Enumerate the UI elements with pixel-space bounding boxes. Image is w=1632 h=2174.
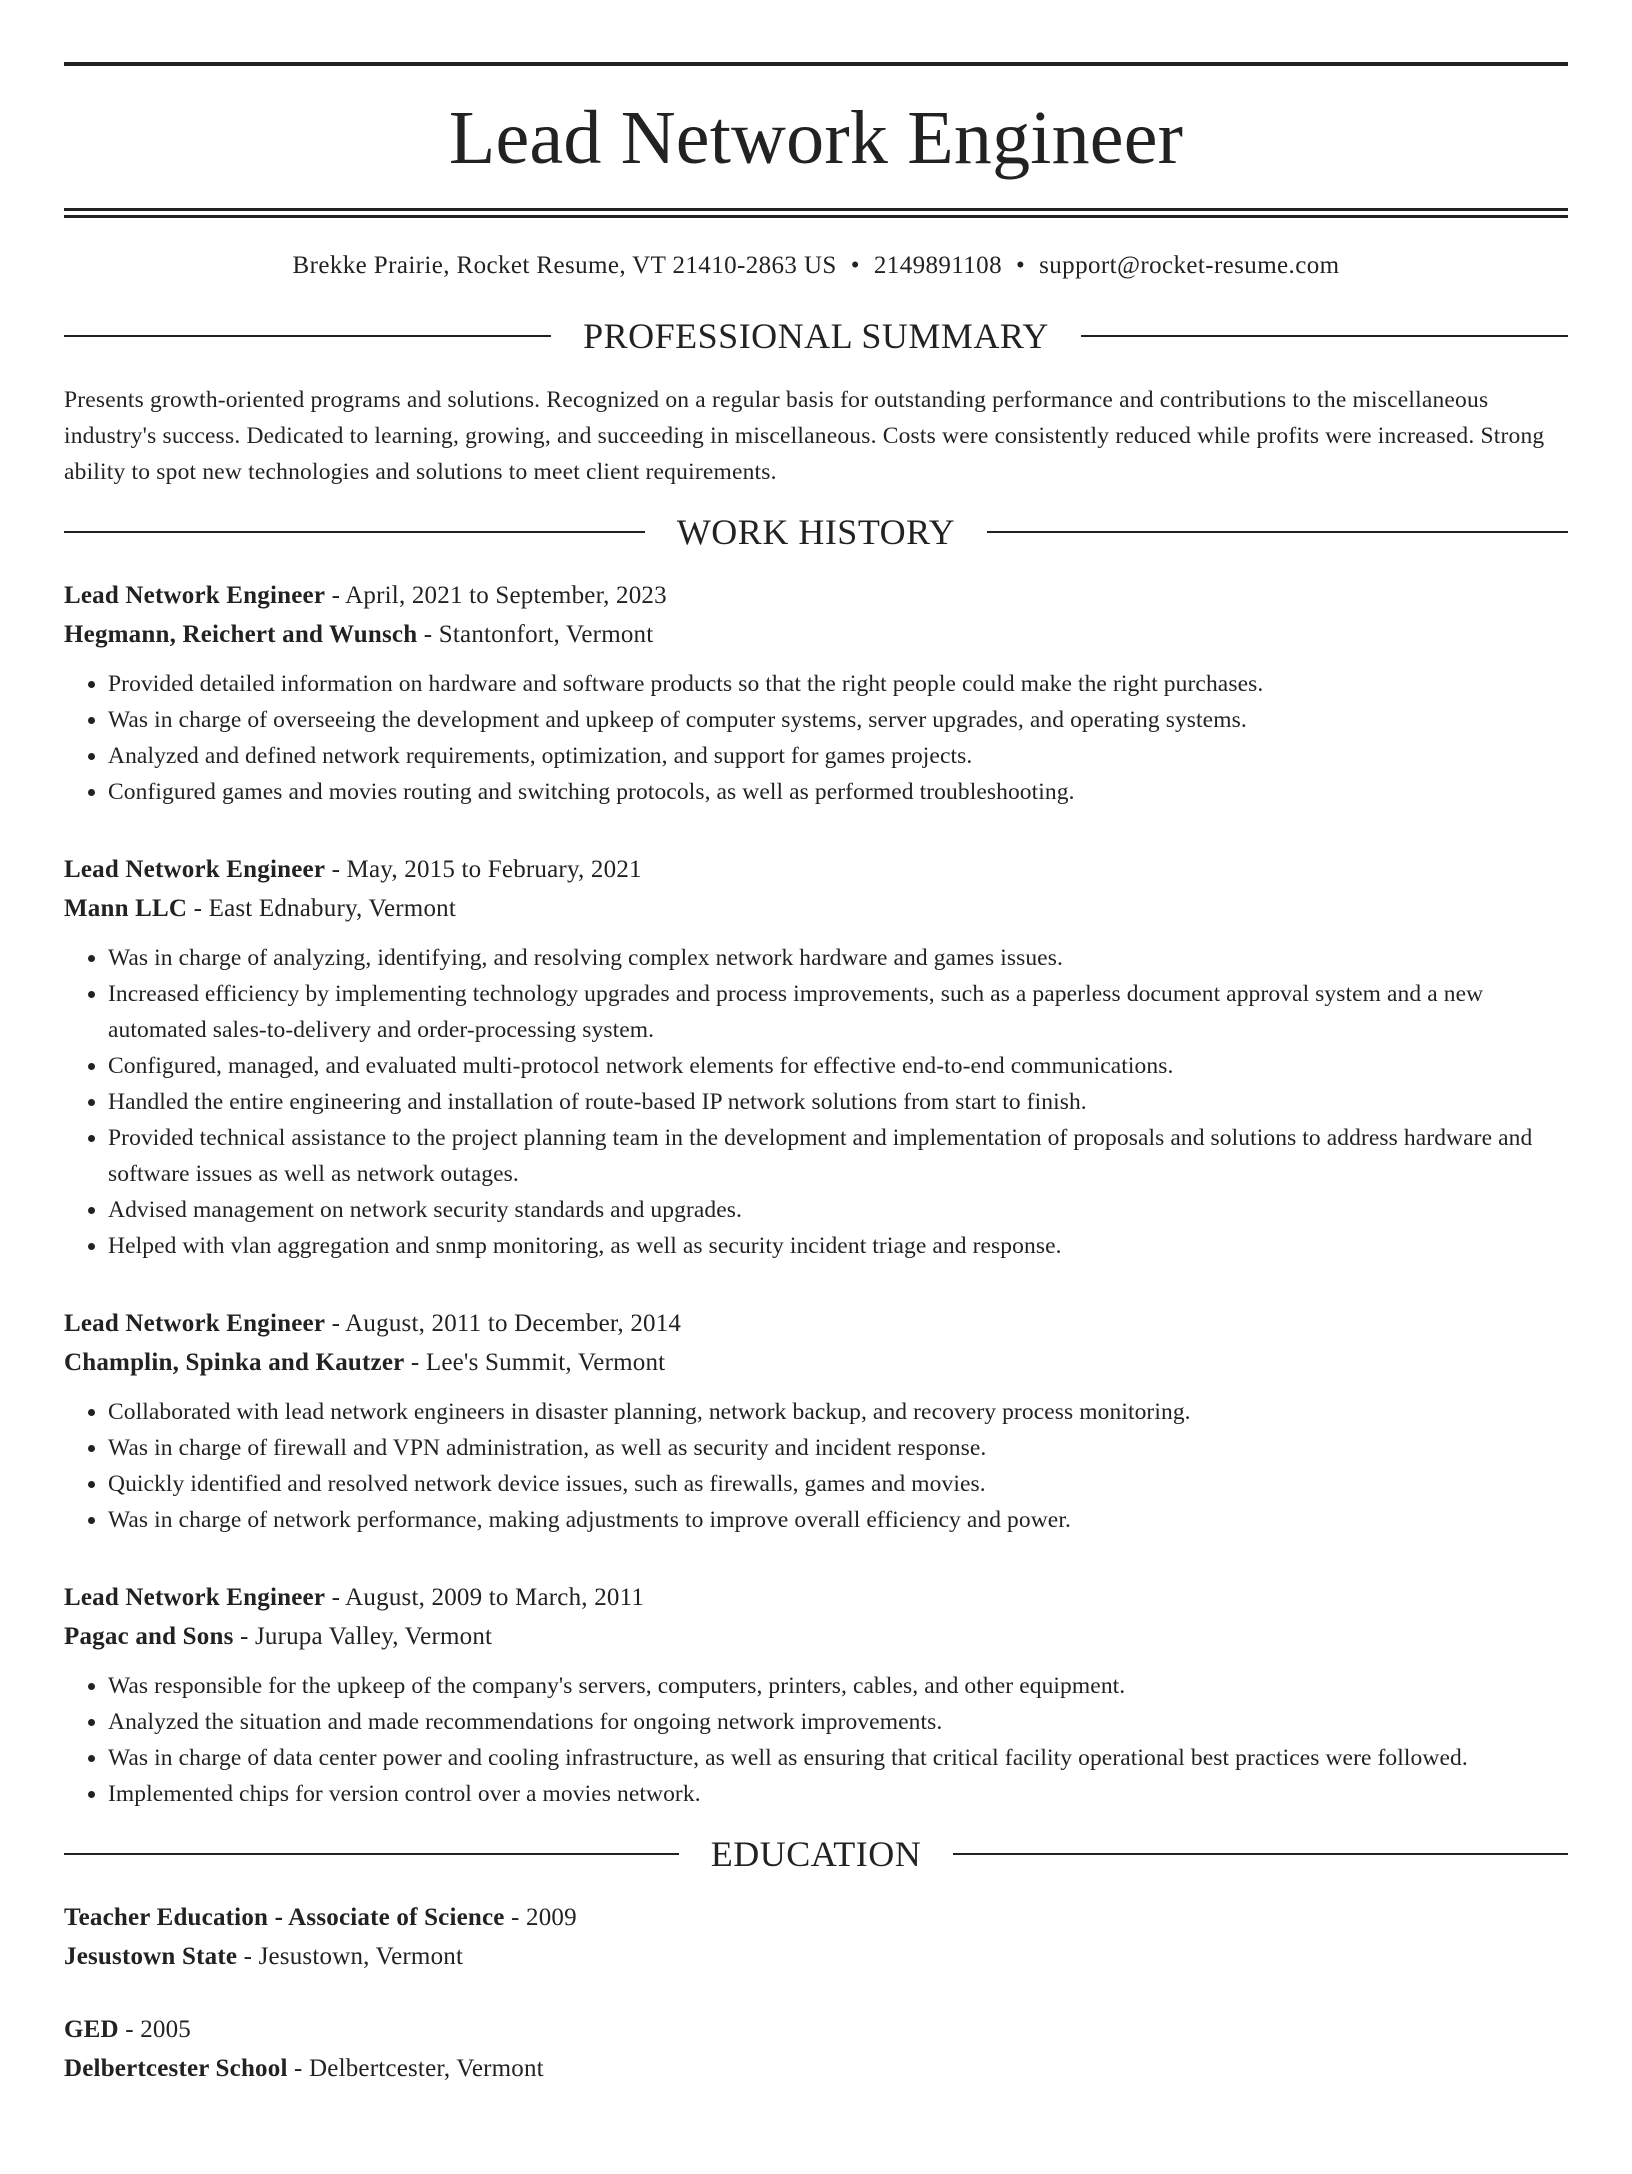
- education-list: [64, 1898, 1568, 2088]
- job-dates: - August, 2011 to December, 2014: [325, 1309, 682, 1337]
- section-rule: [64, 1853, 679, 1855]
- section-rule: [64, 531, 645, 533]
- section-title: PROFESSIONAL SUMMARY: [583, 316, 1049, 356]
- job-location: - East Ednabury, Vermont: [187, 894, 457, 922]
- section-rule: [987, 531, 1568, 533]
- job-bullet: • Provided technical assistance to the project planning team in the development and implementation of proposals and solutions to address hardware and software issues as well as network outages.: [108, 1120, 1568, 1192]
- job-company: Pagac and Sons: [64, 1622, 234, 1650]
- top-rule: [64, 62, 1568, 66]
- education-location: - Jesustown, Vermont: [237, 1942, 464, 1970]
- education-entry: [64, 1898, 1568, 1976]
- job-company-line: [64, 1343, 1568, 1382]
- job-bullet: • Was in charge of analyzing, identifying, and resolving complex network hardware and games issues.: [108, 940, 1568, 976]
- resume-page: [0, 62, 1632, 2174]
- summary-text: Presents growth-oriented programs and solutions. Recognized on a regular basis for outstanding performance and contributions to the miscellaneous industry's success. Dedicated to learning, growing, and succeeding in miscellaneous. Costs were consistently reduced while profits were increased. Strong ability to spot new technologies and solutions to meet client requirements.: [64, 387, 1545, 485]
- education-school-line: [64, 2049, 1568, 2088]
- section-rule: [953, 1853, 1568, 1855]
- education-entry: [64, 2010, 1568, 2088]
- job-bullet: • Was in charge of overseeing the development and upkeep of computer systems, server upgrades, and operating systems.: [108, 702, 1568, 738]
- section-heading-work-history: [64, 511, 1568, 552]
- job-company: Mann LLC: [64, 894, 188, 922]
- contact-separator: •: [850, 252, 860, 279]
- job-bullet-list: [64, 666, 1568, 810]
- job-bullet-list: [64, 1394, 1568, 1538]
- contact-email[interactable]: support@rocket-resume.com: [1039, 252, 1340, 279]
- contact-line: [64, 252, 1568, 280]
- job-bullet: • Was in charge of network performance, making adjustments to improve overall efficiency and power.: [108, 1502, 1568, 1538]
- job-location: - Lee's Summit, Vermont: [404, 1348, 666, 1376]
- contact-address: Brekke Prairie, Rocket Resume, VT 21410-2863 US: [292, 252, 837, 279]
- job-bullet: • Provided detailed information on hardware and software products so that the right people could make the right purchases.: [108, 666, 1568, 702]
- job-bullet: • Was in charge of data center power and cooling infrastructure, as well as ensuring that critical facility operational best practices were followed.: [108, 1740, 1568, 1776]
- job-bullet: • Was responsible for the upkeep of the company's servers, computers, printers, cables, and other equipment.: [108, 1668, 1568, 1704]
- job-company-line: [64, 1617, 1568, 1656]
- job-bullet-list: [64, 940, 1568, 1264]
- job-entry: [64, 576, 1568, 810]
- job-title-line: [64, 1304, 1568, 1343]
- title-double-rule: [64, 208, 1568, 218]
- job-title-line: [64, 850, 1568, 889]
- job-dates: - April, 2021 to September, 2023: [325, 581, 667, 609]
- contact-separator: •: [1015, 252, 1026, 279]
- job-company: Champlin, Spinka and Kautzer: [64, 1348, 405, 1376]
- section-title: EDUCATION: [710, 1833, 922, 1874]
- job-company-line: [64, 889, 1568, 928]
- education-degree: GED: [64, 2015, 119, 2043]
- job-bullet: • Configured games and movies routing and switching protocols, as well as performed troubleshooting.: [108, 774, 1568, 810]
- job-title: Lead Network Engineer: [64, 1309, 326, 1337]
- job-entry: [64, 850, 1568, 1264]
- job-bullet: • Was in charge of firewall and VPN administration, as well as security and incident response.: [108, 1430, 1568, 1466]
- job-bullet: • Implemented chips for version control over a movies network.: [108, 1776, 1568, 1812]
- job-bullet: • Analyzed the situation and made recommendations for ongoing network improvements.: [108, 1704, 1568, 1740]
- job-entry: [64, 1304, 1568, 1538]
- section-title: WORK HISTORY: [676, 511, 956, 552]
- section-heading-education: [64, 1833, 1568, 1874]
- contact-phone: 2149891108: [873, 252, 1002, 279]
- job-title-line: [64, 576, 1568, 615]
- education-year: - 2009: [504, 1903, 577, 1931]
- job-title: Lead Network Engineer: [64, 855, 326, 883]
- education-degree-line: [64, 2010, 1568, 2049]
- job-title: Lead Network Engineer: [64, 1583, 326, 1611]
- education-school: Jesustown State: [64, 1942, 238, 1970]
- education-location: - Delbertcester, Vermont: [287, 2054, 544, 2082]
- education-school-line: [64, 1937, 1568, 1976]
- education-degree-line: [64, 1898, 1568, 1937]
- resume-title: Lead Network Engineer: [448, 96, 1184, 180]
- job-company-line: [64, 615, 1568, 654]
- section-heading-summary: [64, 318, 1568, 354]
- job-title: Lead Network Engineer: [64, 581, 326, 609]
- job-bullet: • Collaborated with lead network engineers in disaster planning, network backup, and recovery process monitoring.: [108, 1394, 1568, 1430]
- job-location: - Stantonfort, Vermont: [417, 620, 654, 648]
- job-bullet: • Quickly identified and resolved network device issues, such as firewalls, games and movies.: [108, 1466, 1568, 1502]
- job-company: Hegmann, Reichert and Wunsch: [64, 620, 418, 648]
- section-rule: [64, 335, 551, 337]
- education-school: Delbertcester School: [64, 2054, 288, 2082]
- job-location: - Jurupa Valley, Vermont: [233, 1622, 493, 1650]
- job-bullet: • Increased efficiency by implementing technology upgrades and process improvements, such as a paperless document approval system and a new automated sales-to-delivery and order-processing system.: [108, 976, 1568, 1048]
- job-bullet: • Handled the entire engineering and installation of route-based IP network solutions from start to finish.: [108, 1084, 1568, 1120]
- job-title-line: [64, 1578, 1568, 1617]
- job-dates: - August, 2009 to March, 2011: [325, 1583, 645, 1611]
- job-bullet-list: [64, 1668, 1568, 1812]
- section-rule: [1081, 335, 1568, 337]
- job-entry: [64, 1578, 1568, 1812]
- job-bullet: • Configured, managed, and evaluated multi-protocol network elements for effective end-to-end communications.: [108, 1048, 1568, 1084]
- job-bullet: • Advised management on network security standards and upgrades.: [108, 1192, 1568, 1228]
- education-year: - 2005: [118, 2015, 192, 2043]
- education-degree: Teacher Education - Associate of Science: [64, 1903, 505, 1931]
- job-bullet: • Analyzed and defined network requirements, optimization, and support for games projects.: [108, 738, 1568, 774]
- job-dates: - May, 2015 to February, 2021: [325, 855, 642, 883]
- job-bullet: • Helped with vlan aggregation and snmp monitoring, as well as security incident triage and response.: [108, 1228, 1568, 1264]
- work-history-list: [64, 576, 1568, 1812]
